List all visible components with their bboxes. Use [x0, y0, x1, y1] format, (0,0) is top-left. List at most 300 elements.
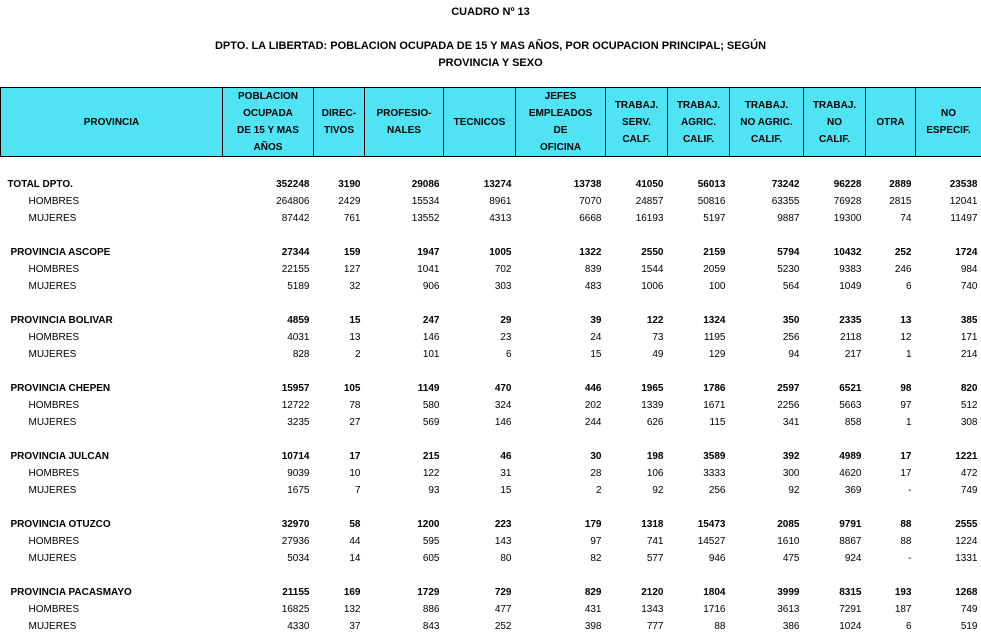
table-cell: 4031 [287, 332, 310, 343]
table-row-mujeres [1, 210, 981, 227]
table-cell: 49 [652, 349, 664, 360]
table-cell: 9383 [839, 264, 862, 275]
column-header-line: OCUPADA [243, 108, 293, 119]
table-cell: 984 [960, 264, 978, 275]
table-cell: 580 [422, 400, 440, 411]
table-cell: 13274 [483, 179, 512, 190]
table-cell: 1322 [579, 247, 602, 258]
column-header [365, 88, 444, 157]
table-row-hombres [1, 533, 981, 550]
table-row-total [1, 176, 981, 193]
table-cell: 1947 [417, 247, 440, 258]
table-cell: 7 [354, 485, 361, 496]
column-header-line: DIREC- [321, 108, 357, 119]
table-cell: 159 [343, 247, 361, 258]
column-header-line: TIVOS [323, 125, 354, 136]
table-cell: 300 [782, 468, 800, 479]
table-cell: 828 [292, 349, 310, 360]
table-cell: 1331 [955, 553, 978, 564]
table-cell: 5034 [287, 553, 310, 564]
table-cell: 1724 [955, 247, 978, 258]
column-header-line: POBLACION [238, 91, 298, 102]
table-cell: 1268 [955, 587, 978, 598]
table-cell: 475 [782, 553, 800, 564]
table-cell: 247 [422, 315, 440, 326]
table-row-mujeres [1, 550, 981, 567]
table-cell: 92 [788, 485, 800, 496]
table-cell: 2120 [641, 587, 664, 598]
table-cell: 906 [422, 281, 440, 292]
table-cell: 56013 [697, 179, 726, 190]
table-cell: 256 [708, 485, 726, 496]
table-cell: 252 [894, 247, 912, 258]
table-cell: 761 [343, 213, 361, 224]
table-cell: 303 [494, 281, 512, 292]
table-cell: 127 [343, 264, 361, 275]
table-cell: 8961 [489, 196, 512, 207]
table-cell: 100 [708, 281, 726, 292]
table-cell: 6 [505, 349, 512, 360]
table-cell: 4330 [287, 621, 310, 632]
table-row-hombres [1, 397, 981, 414]
table-cell: 4620 [839, 468, 862, 479]
table-cell: 6 [905, 621, 912, 632]
column-header-line: CALIF. [682, 133, 715, 145]
table-cell: 88 [714, 621, 726, 632]
table-cell: 169 [343, 587, 361, 598]
table-cell: 101 [422, 349, 440, 360]
row-label: MUJERES [28, 417, 77, 428]
column-header-line: NO AGRIC. [740, 116, 793, 128]
row-label: TOTAL DPTO. [7, 179, 73, 190]
table-cell: 820 [960, 383, 978, 394]
table-cell: 63355 [771, 196, 800, 207]
table-row-hombres [1, 193, 981, 210]
table-row-mujeres [1, 482, 981, 499]
table-cell: 28 [590, 468, 602, 479]
row-label: HOMBRES [28, 196, 80, 207]
table-cell: 843 [422, 621, 440, 632]
column-header [223, 88, 314, 157]
column-header-line: OFICINA [539, 142, 582, 153]
column-header [314, 88, 365, 157]
table-cell: 308 [960, 417, 978, 428]
table-cell: 9887 [777, 213, 800, 224]
table-cell: 146 [494, 417, 512, 428]
table-cell: 13 [900, 315, 912, 326]
table-cell: 98 [900, 383, 912, 394]
table-cell: 858 [844, 417, 862, 428]
table-cell: 352248 [276, 179, 310, 190]
table-cell: 244 [584, 417, 602, 428]
table-cell: 129 [708, 349, 726, 360]
table-cell: 58 [349, 519, 361, 530]
table-cell: 217 [844, 349, 862, 360]
table-cell: 577 [646, 553, 664, 564]
table-cell: 2889 [889, 179, 912, 190]
table-cell: 15957 [281, 383, 310, 394]
table-cell: 2085 [777, 519, 800, 530]
table-cell: 11497 [950, 213, 978, 224]
column-header-line: PROVINCIA [83, 116, 140, 128]
table-cell: 23 [500, 332, 512, 343]
table-cell: 5230 [777, 264, 800, 275]
table-cell: 886 [422, 604, 440, 615]
table-cell: 1339 [641, 400, 664, 411]
table-cell: 1041 [417, 264, 440, 275]
column-header [866, 88, 916, 157]
table-row-hombres [1, 329, 981, 346]
table-cell: 97 [900, 400, 912, 411]
table-cell: 324 [494, 400, 512, 411]
table-cell: 1006 [641, 281, 664, 292]
table-cell: 78 [349, 400, 361, 411]
table-cell: 88 [900, 519, 912, 530]
table-cell: 2 [354, 349, 361, 360]
table-row-total [1, 380, 981, 397]
table-cell: 626 [646, 417, 664, 428]
table-row-mujeres [1, 414, 981, 431]
table-cell: 1221 [955, 451, 978, 462]
table-cell: 10432 [833, 247, 862, 258]
table-cell: 2815 [889, 196, 912, 207]
column-header-line: PROFESIO- [376, 108, 432, 119]
table-cell: 2059 [703, 264, 726, 275]
table-cell: - [908, 553, 912, 564]
table-cell: 477 [494, 604, 512, 615]
row-label: MUJERES [28, 553, 77, 564]
table-cell: 7291 [839, 604, 862, 615]
table-row-total [1, 244, 981, 261]
table-cell: 2597 [777, 383, 800, 394]
row-label: MUJERES [28, 281, 77, 292]
column-header [444, 88, 516, 157]
table-cell: 115 [709, 417, 726, 428]
table-cell: 2 [595, 485, 602, 496]
table-cell: 223 [494, 519, 512, 530]
table-cell: 6 [905, 281, 912, 292]
table-cell: 1005 [489, 247, 512, 258]
table-cell: 9791 [839, 519, 862, 530]
table-cell: 519 [960, 621, 978, 632]
table-cell: 106 [646, 468, 664, 479]
table-cell: 946 [708, 553, 726, 564]
table-cell: 1 [905, 349, 912, 360]
table-cell: 398 [584, 621, 602, 632]
table-row-total [1, 516, 981, 533]
table-cell: 12041 [949, 196, 978, 207]
table-cell: 202 [584, 400, 602, 411]
table-cell: 5663 [839, 400, 862, 411]
table-cell: 214 [960, 349, 978, 360]
table-cell: 3589 [703, 451, 726, 462]
column-header-line: TRABAJ. [676, 99, 721, 111]
table-cell: 19300 [833, 213, 862, 224]
column-header-line: CALIF. [750, 133, 783, 145]
table-cell: 5197 [703, 213, 726, 224]
table-cell: 13738 [573, 179, 602, 190]
table-title-line-1: DPTO. LA LIBERTAD: POBLACION OCUPADA DE 15 Y MAS AÑOS, POR OCUPACION PRINCIPAL; SEGÚN [214, 40, 767, 52]
row-label: PROVINCIA OTUZCO [10, 519, 111, 530]
row-label: HOMBRES [28, 468, 80, 479]
table-cell: 14 [349, 553, 361, 564]
table-cell: 431 [584, 604, 602, 615]
table-cell: 14527 [697, 536, 726, 547]
table-cell: 6668 [579, 213, 602, 224]
table-cell: 839 [584, 264, 602, 275]
table-cell: 41050 [635, 179, 664, 190]
table-cell: 93 [428, 485, 440, 496]
table-cell: 246 [894, 264, 912, 275]
table-cell: 10714 [281, 451, 310, 462]
table-cell: 17 [900, 468, 912, 479]
table-cell: 924 [844, 553, 862, 564]
table-cell: 1786 [703, 383, 726, 394]
table-cell: 470 [494, 383, 512, 394]
table-cell: 143 [494, 536, 512, 547]
table-cell: 1965 [641, 383, 664, 394]
column-header-line: CALIF. [818, 133, 851, 145]
column-header-line: EMPLEADOS [528, 108, 593, 119]
table-cell: 2555 [955, 519, 978, 530]
column-header-line: NO [827, 116, 842, 128]
column-header-line: CALF. [622, 133, 651, 145]
table-cell: 122 [422, 468, 440, 479]
table-cell: 76928 [833, 196, 862, 207]
spacer-row [1, 363, 981, 380]
table-cell: 39 [590, 315, 602, 326]
table-cell: 749 [960, 604, 978, 615]
table-cell: 87442 [281, 213, 310, 224]
table-cell: 27936 [281, 536, 310, 547]
column-header-line: DE 15 Y MAS [237, 125, 299, 136]
spacer-row [1, 431, 981, 448]
table-cell: 215 [422, 451, 440, 462]
table-cell: 6521 [839, 383, 862, 394]
table-row-hombres [1, 465, 981, 482]
table-cell: 9039 [287, 468, 310, 479]
table-cell: 15 [349, 315, 361, 326]
table-cell: 8867 [839, 536, 862, 547]
table-cell: 1804 [703, 587, 726, 598]
table-cell: 88 [900, 536, 912, 547]
table-cell: 4859 [287, 315, 310, 326]
table-cell: 1049 [839, 281, 862, 292]
table-cell: 1318 [641, 519, 664, 530]
table-cell: 256 [782, 332, 800, 343]
column-header-line: NO [941, 108, 956, 119]
table-cell: 386 [782, 621, 800, 632]
table-cell: 7070 [579, 196, 602, 207]
table-cell: 31 [500, 468, 512, 479]
table-cell: 564 [782, 281, 800, 292]
column-header [1, 88, 223, 157]
table-cell: 2159 [703, 247, 726, 258]
table-cell: 16193 [635, 213, 664, 224]
table-row-total [1, 584, 981, 601]
table-cell: 132 [343, 604, 361, 615]
table-row-hombres [1, 261, 981, 278]
table-cell: 777 [646, 621, 664, 632]
row-label: HOMBRES [28, 536, 80, 547]
row-label: MUJERES [28, 213, 77, 224]
column-header [916, 88, 981, 157]
table-cell: 1610 [777, 536, 800, 547]
table-cell: 3613 [777, 604, 800, 615]
row-label: PROVINCIA CHEPEN [10, 383, 111, 394]
header-row [1, 88, 981, 157]
table-cell: 483 [584, 281, 602, 292]
table-cell: 350 [782, 315, 800, 326]
row-label: PROVINCIA ASCOPE [10, 247, 111, 258]
table-cell: 4989 [839, 451, 862, 462]
table-cell: 21155 [282, 587, 310, 598]
table-cell: 171 [960, 332, 978, 343]
table-cell: 252 [494, 621, 512, 632]
column-header-line: ESPECIF. [926, 125, 971, 136]
row-label: PROVINCIA JULCAN [10, 451, 110, 462]
table-cell: 3190 [338, 179, 361, 190]
table-cell: 22155 [281, 264, 310, 275]
table-cell: 749 [960, 485, 978, 496]
row-label: PROVINCIA BOLIVAR [10, 315, 113, 326]
table-cell: 32 [349, 281, 361, 292]
column-header-line: OTRA [876, 116, 905, 128]
table-cell: 1224 [955, 536, 978, 547]
table-cell: 29086 [411, 179, 440, 190]
column-header-line: TRABAJ. [744, 99, 789, 111]
column-header-line: JEFES [544, 91, 577, 102]
table-cell: 341 [782, 417, 800, 428]
row-label: MUJERES [28, 349, 77, 360]
column-header-line: AÑOS [253, 142, 283, 153]
table-cell: 187 [894, 604, 912, 615]
table-cell: 3333 [703, 468, 726, 479]
column-header [804, 88, 866, 157]
table-cell: 29 [500, 315, 512, 326]
column-header [730, 88, 804, 157]
table-cell: 5189 [287, 281, 310, 292]
table-cell: 2550 [641, 247, 664, 258]
table-cell: 27344 [281, 247, 310, 258]
table-cell: 1343 [641, 604, 664, 615]
table-cell: 1 [905, 417, 912, 428]
table-cell: 30 [590, 451, 602, 462]
table-row-total [1, 312, 981, 329]
table-cell: 472 [960, 468, 978, 479]
table-cell: 44 [349, 536, 361, 547]
table-row-total [1, 448, 981, 465]
table-cell: 15534 [411, 196, 440, 207]
table-cell: 1671 [703, 400, 726, 411]
table-cell: 37 [349, 621, 361, 632]
table-cell: 146 [422, 332, 440, 343]
table-cell: 105 [343, 383, 361, 394]
table-cell: 595 [422, 536, 440, 547]
row-label: MUJERES [28, 485, 77, 496]
table-cell: 1149 [417, 383, 440, 394]
column-header [668, 88, 730, 157]
table-body [1, 157, 981, 636]
spacer-row [1, 157, 981, 177]
table-cell: 27 [349, 417, 361, 428]
row-label: HOMBRES [28, 332, 80, 343]
table-cell: 5794 [777, 247, 800, 258]
table-cell: 3999 [777, 587, 800, 598]
table-cell: 16825 [281, 604, 310, 615]
table-cell: 729 [494, 587, 512, 598]
row-label: HOMBRES [28, 604, 80, 615]
table-cell: 73242 [771, 179, 800, 190]
table-cell: 10 [349, 468, 361, 479]
column-header-line: AGRIC. [681, 116, 716, 128]
table-cell: 50816 [697, 196, 726, 207]
table-cell: 46 [500, 451, 512, 462]
table-cell: 24 [590, 332, 602, 343]
table-cell: 80 [500, 553, 512, 564]
table-cell: 369 [844, 485, 862, 496]
table-cell: 605 [422, 553, 440, 564]
table-cell: 1024 [839, 621, 862, 632]
row-label: HOMBRES [28, 400, 80, 411]
table-cell: 2118 [839, 332, 862, 343]
cuadro-number: CUADRO Nº 13 [451, 6, 530, 18]
table-cell: 446 [584, 383, 602, 394]
table-cell: 512 [960, 400, 978, 411]
table-cell: 122 [646, 315, 664, 326]
table-cell: 74 [900, 213, 912, 224]
table-cell: 741 [646, 536, 664, 547]
table-cell: 23538 [949, 179, 978, 190]
table-cell: 179 [584, 519, 602, 530]
table-cell: 73 [652, 332, 664, 343]
spacer-row [1, 499, 981, 516]
table-cell: 740 [960, 281, 978, 292]
table-cell: 193 [894, 587, 912, 598]
table-cell: 1324 [703, 315, 726, 326]
table-cell: 1729 [417, 587, 440, 598]
column-header-line: TRABAJ. [812, 99, 857, 111]
table-cell: 96228 [833, 179, 862, 190]
table-cell: 2256 [777, 400, 800, 411]
table-cell: 4313 [489, 213, 512, 224]
table-cell: 1195 [703, 332, 726, 343]
table-cell: 24857 [635, 196, 664, 207]
population-table [0, 87, 981, 635]
table-cell: 2335 [839, 315, 862, 326]
table-cell: 13 [349, 332, 361, 343]
table-title-line-2: PROVINCIA Y SEXO [438, 57, 543, 69]
table-cell: 8315 [839, 587, 862, 598]
table-row-mujeres [1, 618, 981, 635]
column-header [606, 88, 668, 157]
row-label: MUJERES [28, 621, 77, 632]
column-header-line: SERV. [622, 116, 651, 128]
table-cell: 82 [590, 553, 602, 564]
table-cell: 1544 [641, 264, 664, 275]
table-cell: 569 [422, 417, 440, 428]
table-row-hombres [1, 601, 981, 618]
column-header-line: TRABAJ. [614, 99, 659, 111]
table-cell: 1675 [287, 485, 310, 496]
spacer-row [1, 567, 981, 584]
table-cell: 392 [782, 451, 800, 462]
table-cell: 2429 [338, 196, 361, 207]
table-cell: 92 [652, 485, 664, 496]
table-cell: 385 [960, 315, 978, 326]
table-cell: 15473 [697, 519, 726, 530]
column-header-line: TECNICOS [453, 116, 506, 128]
